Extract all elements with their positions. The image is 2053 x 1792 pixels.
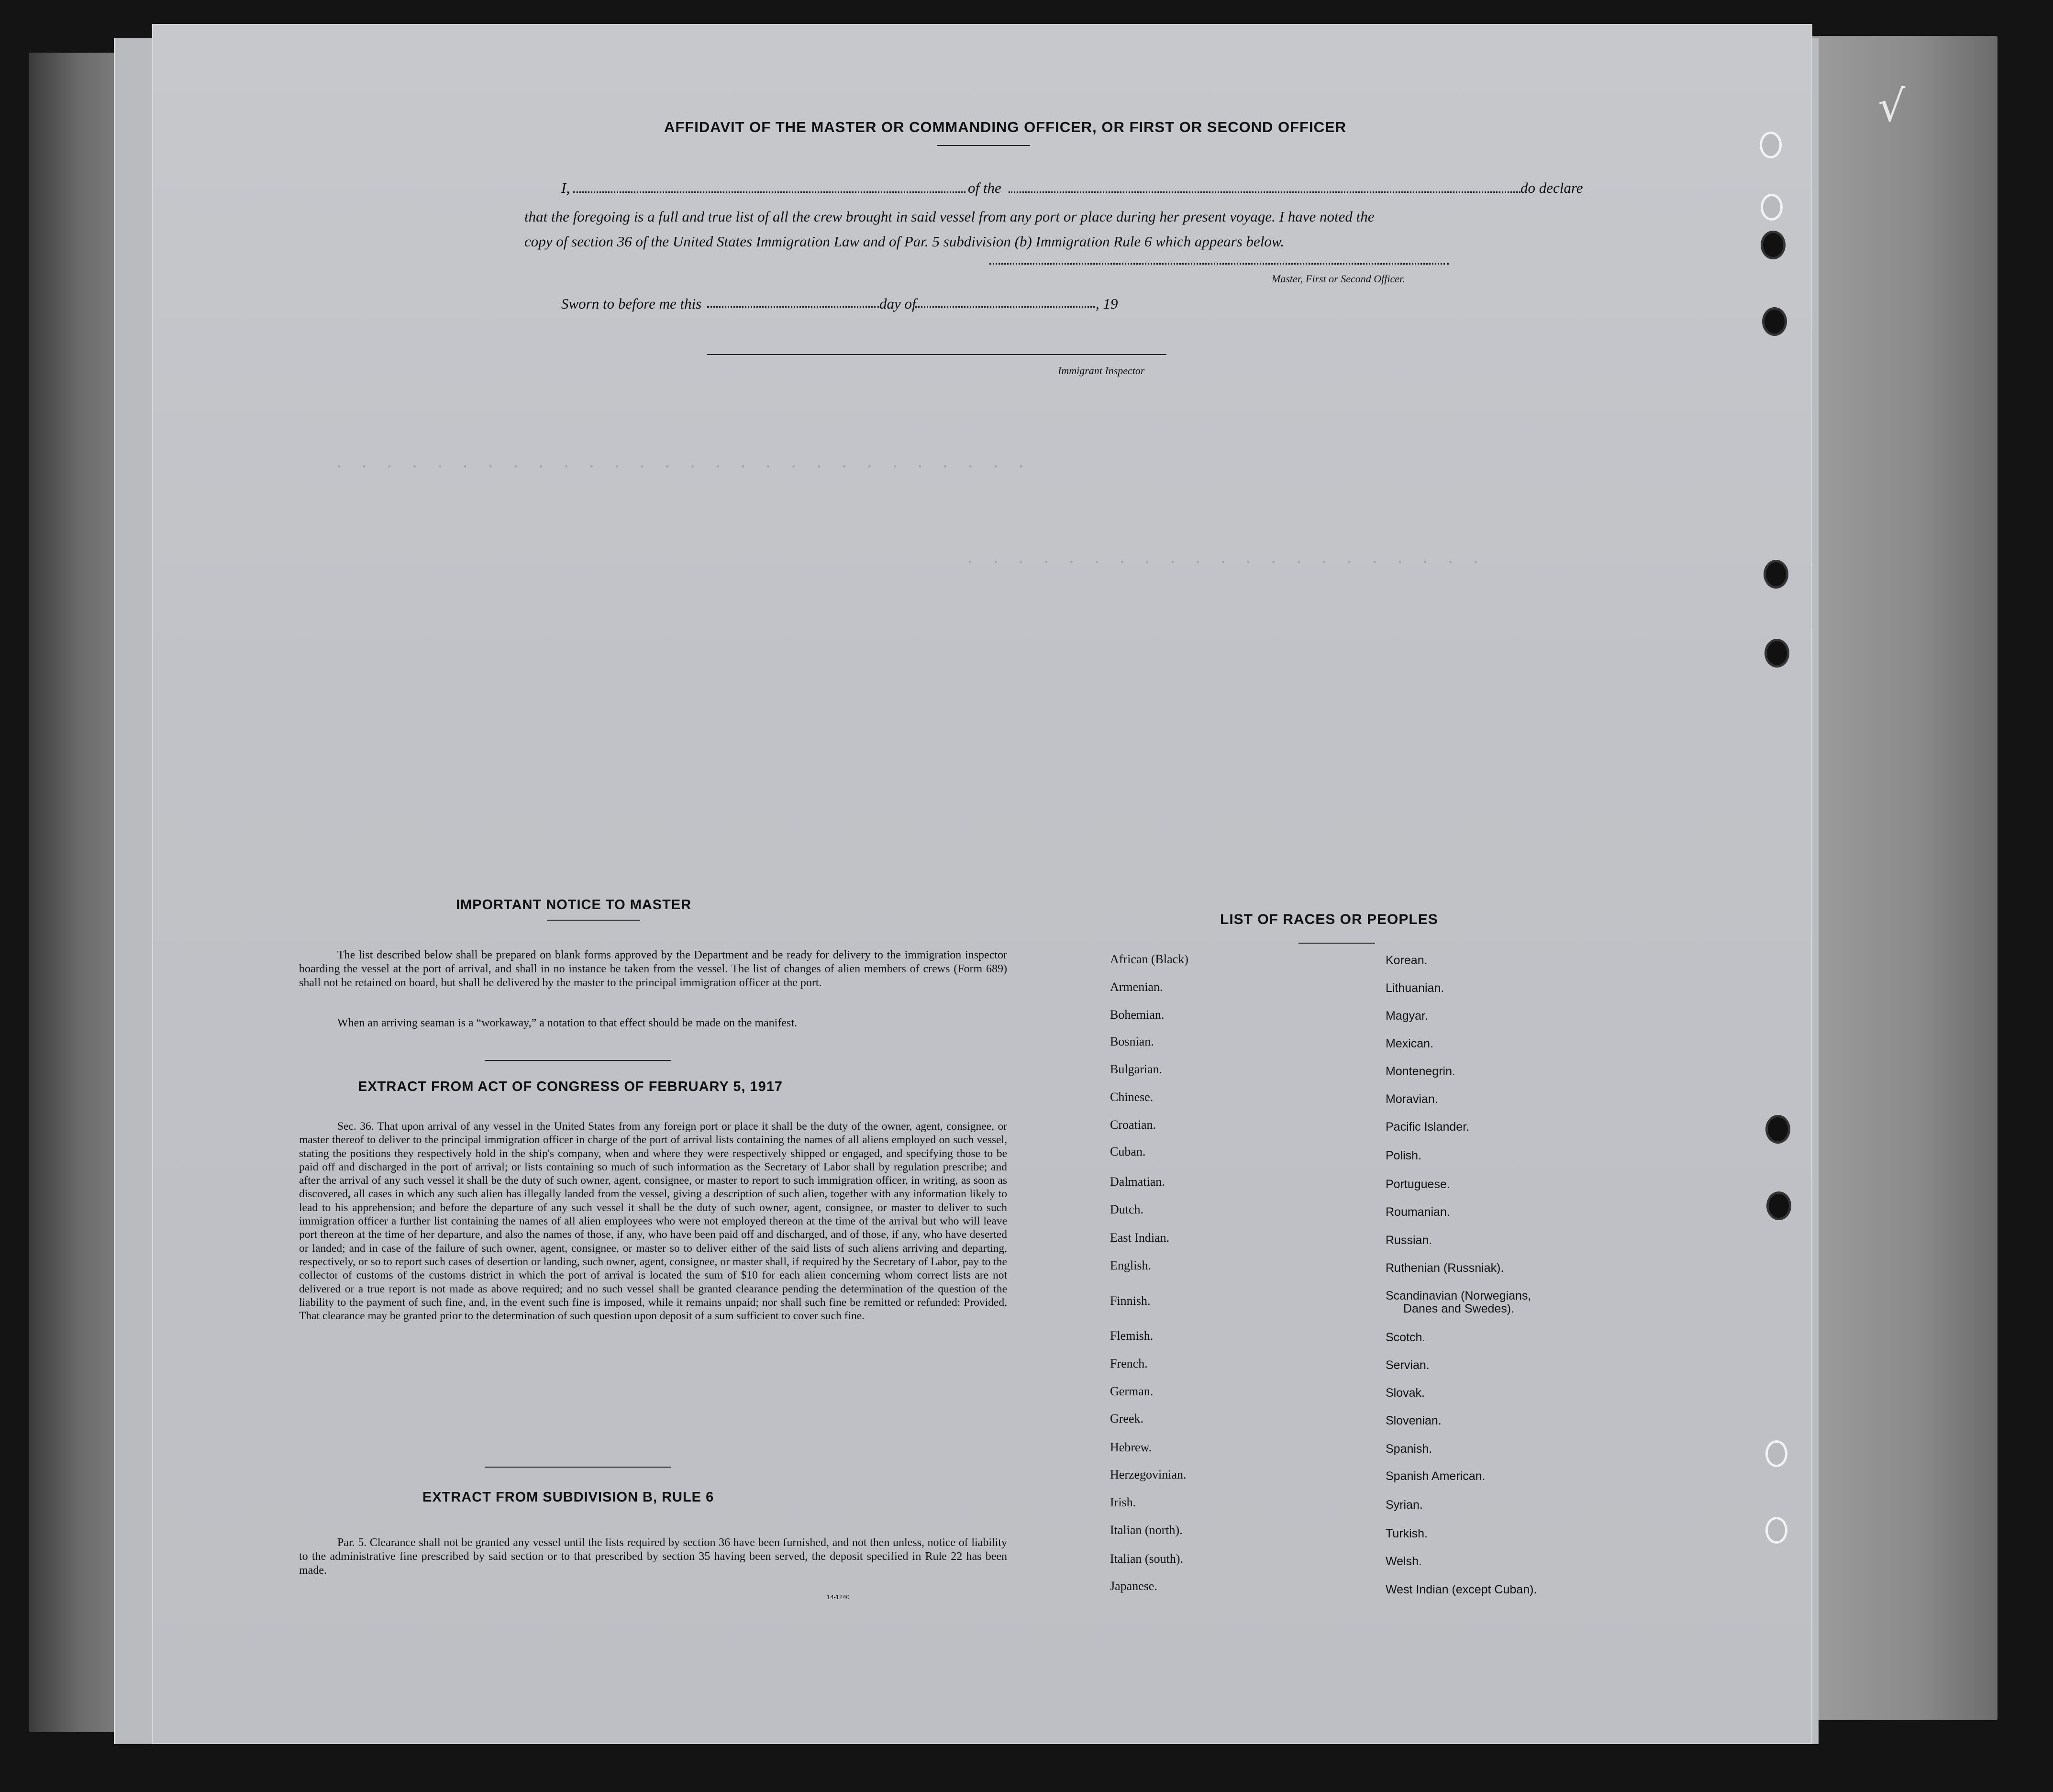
punch-hole <box>1761 231 1786 259</box>
race-item: Polish. <box>1386 1149 1422 1162</box>
handwritten-check-mark: √ <box>1878 81 1906 132</box>
race-item: Scandinavian (Norwegians, <box>1386 1289 1531 1302</box>
race-item: Herzegovinian. <box>1110 1468 1187 1481</box>
race-item: Japanese. <box>1110 1579 1157 1593</box>
race-item: Danes and Swedes). <box>1403 1302 1515 1315</box>
races-underline <box>1298 943 1375 944</box>
race-item: Croatian. <box>1110 1118 1156 1132</box>
race-item: Dutch. <box>1110 1202 1144 1216</box>
punch-hole <box>1764 560 1788 589</box>
day-blank <box>707 306 879 308</box>
race-item: English. <box>1110 1258 1151 1272</box>
race-item: Russian. <box>1386 1234 1432 1247</box>
punch-hole <box>1761 194 1783 221</box>
race-item: Italian (north). <box>1110 1523 1183 1537</box>
name-blank <box>573 191 965 193</box>
race-item: Moravian. <box>1386 1092 1438 1106</box>
race-item: Bulgarian. <box>1110 1062 1163 1076</box>
title-underline <box>937 145 1030 146</box>
race-item: Cuban. <box>1110 1145 1146 1158</box>
race-item: Welsh. <box>1386 1555 1422 1568</box>
race-item: French. <box>1110 1357 1148 1370</box>
affidavit-line3: copy of section 36 of the United States Immigration Law and of Par. 5 subdivision (b) Immigration Rule 6 which appears below. <box>524 233 1285 250</box>
race-item: African (Black) <box>1110 952 1188 966</box>
race-item: Armenian. <box>1110 980 1163 994</box>
race-item: Spanish. <box>1386 1442 1432 1456</box>
divider <box>485 1467 671 1468</box>
punch-hole <box>1765 1440 1787 1467</box>
affidavit-line1-mid: of the <box>968 179 1001 196</box>
notice-body: The list described below shall be prepared on blank forms approved by the Department and be ready for delivery to the immigration inspector boarding the vessel at the port of arrival, and shall in no instance be taken from the vessel. The list of changes of alien members of crews (Form 689) shall not be retained on board, but shall be delivered by the master to the principal immigration officer at the port. <box>299 949 1007 989</box>
notice-title: IMPORTANT NOTICE TO MASTER <box>456 897 692 913</box>
inspector-signature-line <box>707 354 1166 355</box>
race-item: Spanish American. <box>1386 1469 1486 1483</box>
race-item: Greek. <box>1110 1412 1144 1425</box>
punch-hole <box>1765 1115 1790 1144</box>
sworn-end: , 19 <box>1096 295 1118 312</box>
punch-hole <box>1765 1517 1787 1544</box>
race-item: West Indian (except Cuban). <box>1386 1583 1537 1596</box>
race-item: Bohemian. <box>1110 1008 1165 1022</box>
race-item: Mexican. <box>1386 1037 1434 1050</box>
notice-body-2: When an arriving seaman is a “workaway,” a notation to that effect should be made on the manifest. <box>337 1017 797 1029</box>
race-item: Servian. <box>1386 1358 1430 1372</box>
race-item: Montenegrin. <box>1386 1065 1455 1078</box>
race-item: East Indian. <box>1110 1231 1170 1245</box>
sworn-mid: day of <box>879 295 916 312</box>
race-item: Chinese. <box>1110 1090 1154 1104</box>
vessel-blank <box>1009 191 1520 193</box>
bleed-through-text: . . . . . . . . . . . . . . . . . . . . . <box>965 550 1484 568</box>
race-item: Syrian. <box>1386 1498 1423 1512</box>
manifest-page <box>152 24 1812 1744</box>
punch-hole <box>1764 639 1789 668</box>
affidavit-line1-end: do declare <box>1520 179 1583 196</box>
extract-act-title: EXTRACT FROM ACT OF CONGRESS OF FEBRUARY 5, 1917 <box>358 1079 783 1094</box>
race-item: Finnish. <box>1110 1294 1151 1308</box>
race-item: Magyar. <box>1386 1009 1428 1023</box>
race-item: Hebrew. <box>1110 1440 1152 1454</box>
race-item: Flemish. <box>1110 1329 1154 1343</box>
signature-blank <box>989 263 1449 265</box>
race-item: Roumanian. <box>1386 1205 1450 1219</box>
race-item: Turkish. <box>1386 1527 1428 1540</box>
inspector-label: Immigrant Inspector <box>1058 365 1145 377</box>
race-item: Scotch. <box>1386 1331 1426 1344</box>
race-item: Ruthenian (Russniak). <box>1386 1261 1504 1275</box>
race-item: Italian (south). <box>1110 1552 1184 1566</box>
punch-hole <box>1766 1191 1791 1220</box>
race-item: Pacific Islander. <box>1386 1120 1470 1134</box>
affidavit-line2: that the foregoing is a full and true list of all the crew brought in said vessel from any port or place during her present voyage. I have noted the <box>524 208 1375 225</box>
race-item: Irish. <box>1110 1495 1136 1509</box>
races-title: LIST OF RACES OR PEOPLES <box>1220 912 1438 927</box>
race-item: Lithuanian. <box>1386 981 1444 995</box>
race-item: Dalmatian. <box>1110 1175 1165 1189</box>
race-item: Slovenian. <box>1386 1414 1442 1427</box>
month-blank <box>913 306 1095 308</box>
extract-rule-title: EXTRACT FROM SUBDIVISION B, RULE 6 <box>422 1490 714 1505</box>
affidavit-title: AFFIDAVIT OF THE MASTER OR COMMANDING OFFICER, OR FIRST OR SECOND OFFICER <box>664 119 1347 135</box>
divider <box>485 1060 671 1061</box>
bleed-through-text: . . . . . . . . . . . . . . . . . . . . . . . . . . . . <box>334 455 1029 473</box>
race-item: Portuguese. <box>1386 1178 1450 1191</box>
race-item: German. <box>1110 1384 1154 1398</box>
sworn-start: Sworn to before me this <box>561 295 702 312</box>
race-item: Korean. <box>1386 954 1428 967</box>
signature-label: Master, First or Second Officer. <box>1272 273 1405 285</box>
race-item: Bosnian. <box>1110 1035 1154 1048</box>
punch-hole <box>1762 307 1787 336</box>
form-number: 14-1240 <box>827 1593 850 1601</box>
affidavit-line1-start: I, <box>561 179 570 196</box>
extract-act-body: Sec. 36. That upon arrival of any vessel in the United States from any foreign port or place it shall be the duty of the owner, agent, consignee, or master thereof to deliver to the principal immigration officer in charge of the port of arrival lists containing the names of all aliens employed on such vessel, stating the positions they respectively hold in the ship's company, when and where they were respectively shipped or engaged, and specifying those to be paid off and discharged in the port of arrival; or lists containing so much of such information as the Secretary of Labor shall by regulation prescribe; and after the arrival of any such vessel it shall be the duty of such owner, agent, consignee, or master to report to such immigration officer, in writing, as soon as discovered, all cases in which any such alien has illegally landed from the vessel, giving a description of such alien, together with any information likely to lead to his apprehension; and before the departure of any such vessel it shall be the duty of such owner, agent, consignee, or master to deliver to such immigration officer a further list containing the names of all alien employees who were not employed thereon at the time of the arrival but who will leave port thereon at the time of her departure, and also the names of those, if any, who have been paid off and discharged, and of those, if any, who have deserted or landed; and in case of the failure of such owner, agent, consignee, or master so to deliver either of the said lists of such aliens arriving and departing, respectively, or so to report such cases of desertion or landing, such owner, agent, consignee, or master shall, if required by the Secretary of Labor, pay to the collector of customs of the customs district in which the port of arrival is located the sum of $10 for each alien concerning whom correct lists are not delivered or a true report is not made as above required; and no such vessel shall be granted clearance pending the determination of the question of the liability to the payment of such fine, and, in the event such fine is imposed, while it remains unpaid; nor shall such fine be remitted or refunded: Provided, That clearance may be granted prior to the determination of such question upon deposit of a sum sufficient to cover such fine. <box>299 1120 1007 1323</box>
punch-hole <box>1760 132 1782 158</box>
notice-underline <box>547 920 640 921</box>
extract-rule-body: Par. 5. Clearance shall not be granted any vessel until the lists required by section 36 have been furnished, and not then unless, notice of liability to the administrative fine prescribed by said section or to that prescribed by section 35 having been served, the deposit specified in Rule 22 has been made. <box>299 1536 1007 1577</box>
race-item: Slovak. <box>1386 1386 1425 1400</box>
